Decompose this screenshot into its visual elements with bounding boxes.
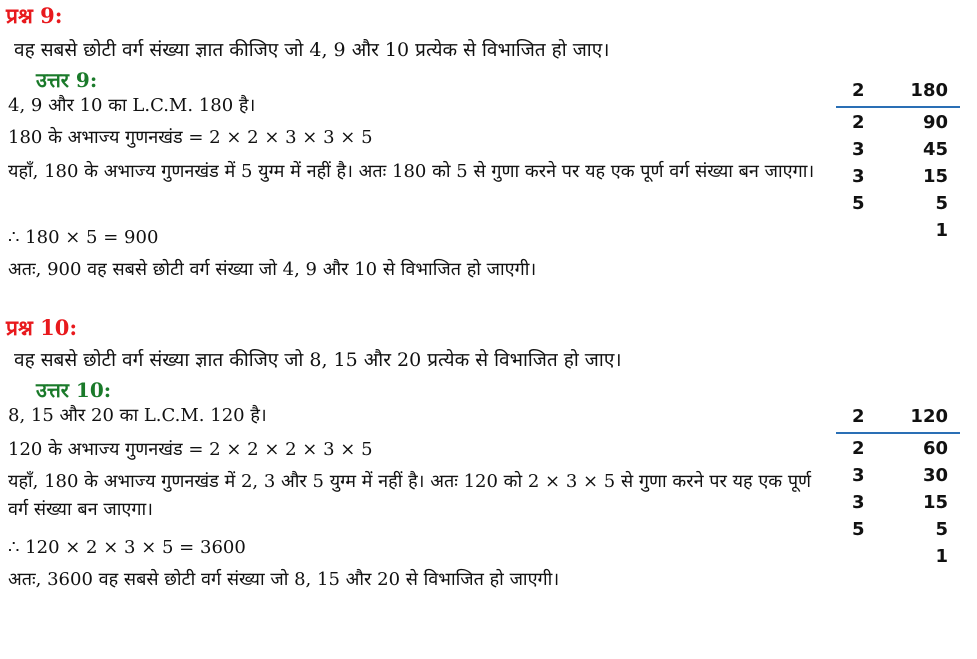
division-head-row	[836, 80, 960, 108]
answer-10-line-5: अतः, 3600 वह सबसे छोटी वर्ग संख्या जो 8, 15 और 20 से विभाजित हो जाएगी।	[8, 569, 560, 590]
quotient: 30	[922, 465, 948, 486]
answer-9-line-4: ∴ 180 × 5 = 900	[8, 227, 159, 248]
answer-9-line-5: अतः, 900 वह सबसे छोटी वर्ग संख्या जो 4, 9 और 10 से विभाजित हो जाएगी।	[8, 259, 537, 280]
division-row	[836, 166, 960, 193]
division-row	[836, 112, 960, 139]
answer-9-heading: उत्तर 9:	[36, 68, 98, 92]
answer-10-heading: उत्तर 10:	[36, 378, 112, 402]
question-10-heading: प्रश्न 10:	[6, 315, 78, 340]
question-9-heading: प्रश्न 9:	[6, 3, 63, 28]
quotient: 60	[922, 438, 948, 459]
question-9-text: वह सबसे छोटी वर्ग संख्या ज्ञात कीजिए जो 4, 9 और 10 प्रत्येक से विभाजित हो जाए।	[14, 39, 610, 61]
question-10-text: वह सबसे छोटी वर्ग संख्या ज्ञात कीजिए जो 8, 15 और 20 प्रत्येक से विभाजित हो जाए।	[14, 349, 622, 371]
answer-10-line-2: 120 के अभाज्य गुणनखंड = 2 × 2 × 2 × 3 × 5	[8, 439, 373, 460]
divisor: 2	[852, 438, 865, 459]
quotient: 1	[935, 546, 948, 567]
divisor: 3	[852, 139, 865, 160]
answer-9-line-2: 180 के अभाज्य गुणनखंड = 2 × 2 × 3 × 3 × 5	[8, 127, 373, 148]
division-row	[836, 139, 960, 166]
answer-10-line-3: यहाँ, 180 के अभाज्य गुणनखंड में 2, 3 और 5 युग्म में नहीं है। अतः 120 को 2 × 3 × 5 से गुणा करने पर यह एक पूर्ण वर्ग संख्या बन जाएगा।	[8, 471, 812, 520]
quotient: 45	[922, 139, 948, 160]
division-table-10	[836, 406, 960, 573]
divisor: 3	[852, 492, 865, 513]
division-head-row	[836, 406, 960, 434]
dividend: 180	[910, 80, 948, 101]
answer-10-line-4: ∴ 120 × 2 × 3 × 5 = 3600	[8, 537, 246, 558]
divisor: 3	[852, 465, 865, 486]
answer-9-line-1: 4, 9 और 10 का L.C.M. 180 है।	[8, 95, 256, 116]
quotient: 15	[922, 166, 948, 187]
division-row	[836, 519, 960, 546]
divisor: 5	[852, 193, 865, 214]
divisor: 3	[852, 166, 865, 187]
answer-10-line-1: 8, 15 और 20 का L.C.M. 120 है।	[8, 405, 267, 426]
division-row	[836, 220, 960, 247]
divisor: 2	[852, 406, 865, 427]
dividend: 120	[910, 406, 948, 427]
divisor: 2	[852, 112, 865, 133]
division-row	[836, 492, 960, 519]
divisor: 5	[852, 519, 865, 540]
quotient: 15	[922, 492, 948, 513]
quotient: 1	[935, 220, 948, 241]
division-row	[836, 546, 960, 573]
division-row	[836, 465, 960, 492]
quotient: 5	[935, 193, 948, 214]
divisor: 2	[852, 80, 865, 101]
answer-9-line-3: यहाँ, 180 के अभाज्य गुणनखंड में 5 युग्म में नहीं है। अतः 180 को 5 से गुणा करने पर यह एक पूर्ण वर्ग संख्या बन जाएगा।	[8, 161, 815, 182]
division-row	[836, 193, 960, 220]
quotient: 5	[935, 519, 948, 540]
division-row	[836, 438, 960, 465]
division-table-9	[836, 80, 960, 247]
quotient: 90	[922, 112, 948, 133]
